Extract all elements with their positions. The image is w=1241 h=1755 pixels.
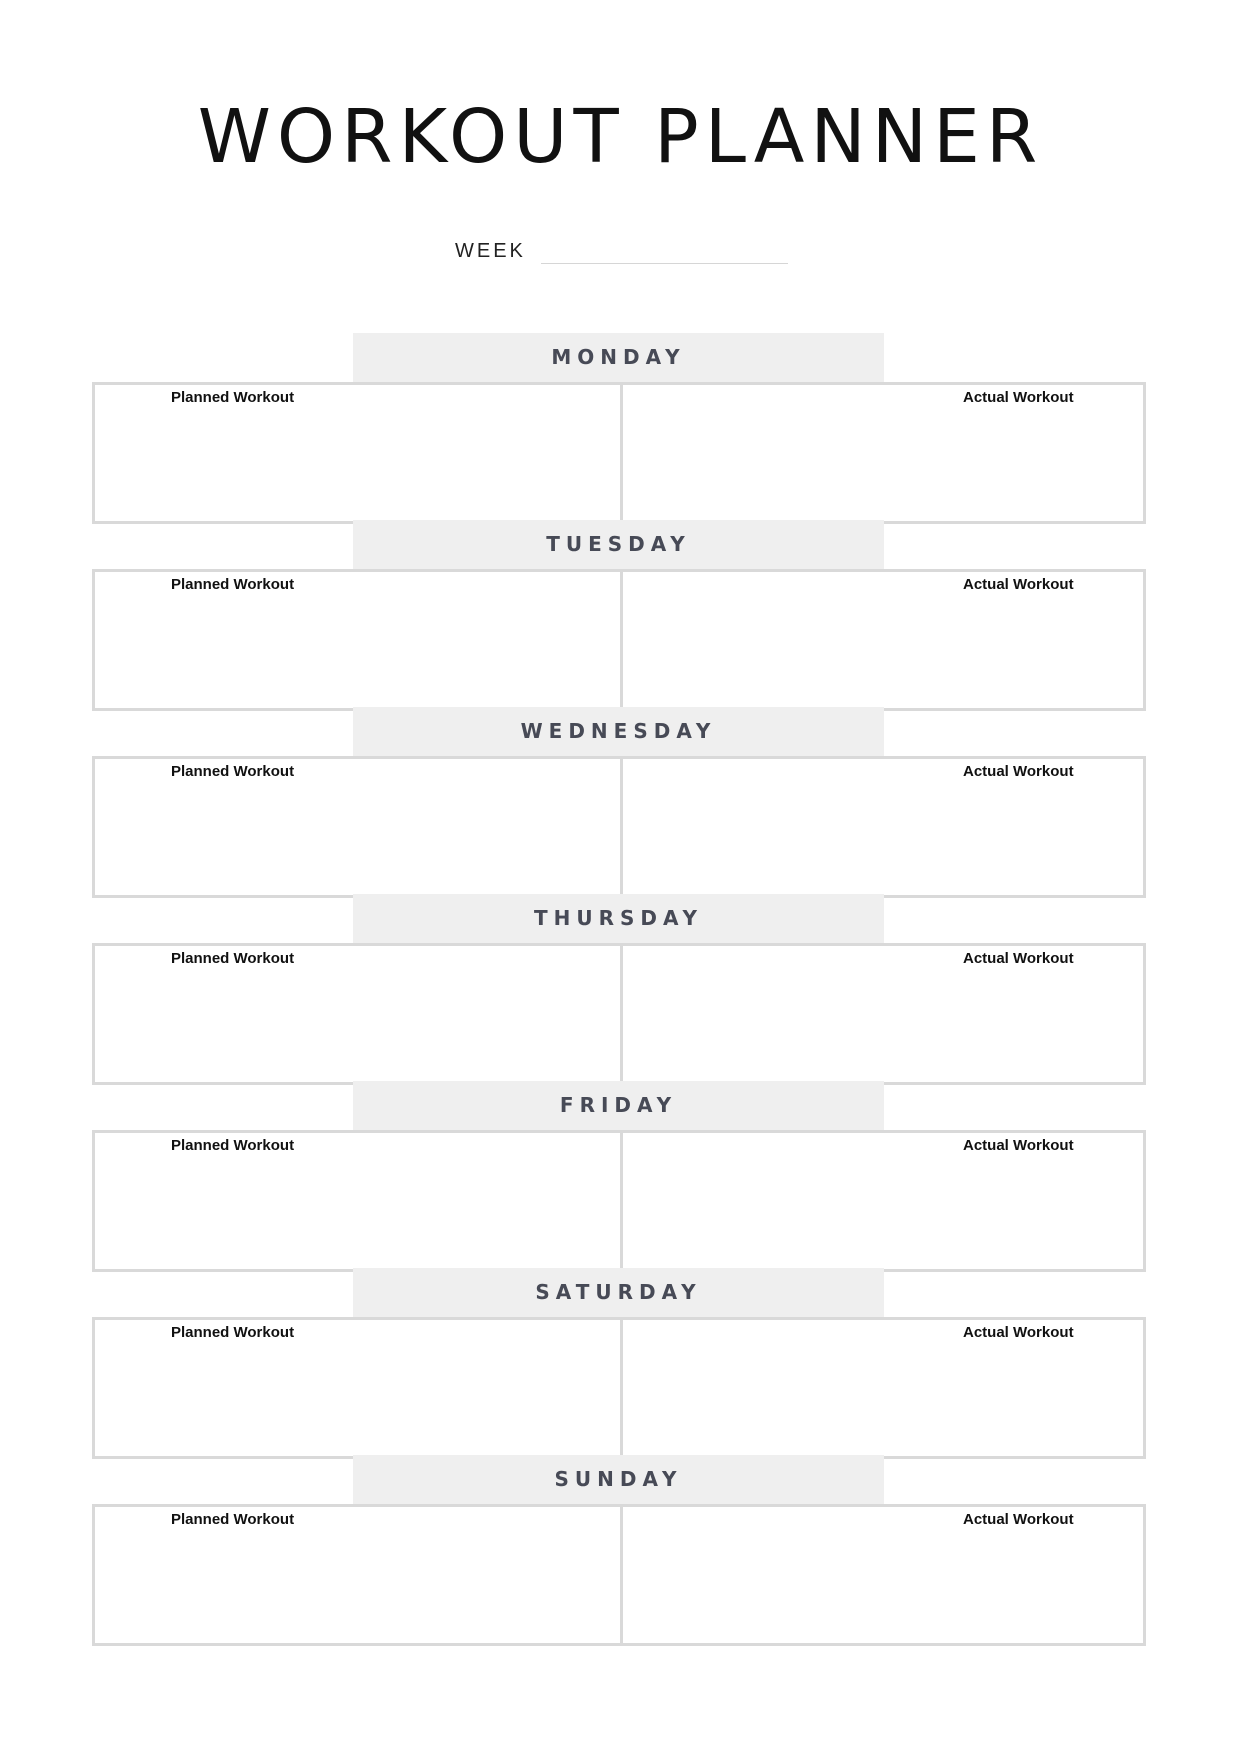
day-section-wednesday [92,707,1146,895]
day-box [92,1317,1146,1459]
column-divider [620,946,623,1082]
actual-workout-label: Actual Workout [963,389,1074,406]
planned-workout-label: Planned Workout [171,389,295,406]
day-header: MONDAY [353,333,884,382]
column-divider [620,1133,623,1269]
day-section-sunday [92,1455,1146,1643]
planned-workout-label: Planned Workout [171,763,295,780]
day-section-tuesday [92,520,1146,708]
planned-workout-label: Planned Workout [171,1511,295,1528]
column-divider [620,1507,623,1643]
actual-workout-label: Actual Workout [963,950,1074,967]
actual-workout-label: Actual Workout [963,576,1074,593]
planned-workout-label: Planned Workout [171,950,295,967]
day-box [92,756,1146,898]
day-header: FRIDAY [353,1081,884,1130]
day-section-monday [92,333,1146,521]
day-section-thursday [92,894,1146,1082]
actual-workout-label: Actual Workout [963,1511,1074,1528]
day-box [92,943,1146,1085]
planned-workout-label: Planned Workout [171,1137,295,1154]
day-header: SATURDAY [353,1268,884,1317]
column-divider [620,759,623,895]
day-section-friday [92,1081,1146,1269]
week-input-line[interactable] [541,263,788,264]
column-divider [620,1320,623,1456]
day-section-saturday [92,1268,1146,1456]
day-header: WEDNESDAY [353,707,884,756]
day-header: THURSDAY [353,894,884,943]
column-divider [620,572,623,708]
planned-workout-label: Planned Workout [171,1324,295,1341]
actual-workout-label: Actual Workout [963,1324,1074,1341]
column-divider [620,385,623,521]
week-row [0,240,1241,270]
planned-workout-label: Planned Workout [171,576,295,593]
day-box [92,382,1146,524]
day-header: SUNDAY [353,1455,884,1504]
actual-workout-label: Actual Workout [963,1137,1074,1154]
day-box [92,569,1146,711]
day-box [92,1504,1146,1646]
day-box [92,1130,1146,1272]
page-title: WORKOUT PLANNER [197,94,1044,180]
actual-workout-label: Actual Workout [963,763,1074,780]
week-label: WEEK [455,240,526,262]
day-header: TUESDAY [353,520,884,569]
